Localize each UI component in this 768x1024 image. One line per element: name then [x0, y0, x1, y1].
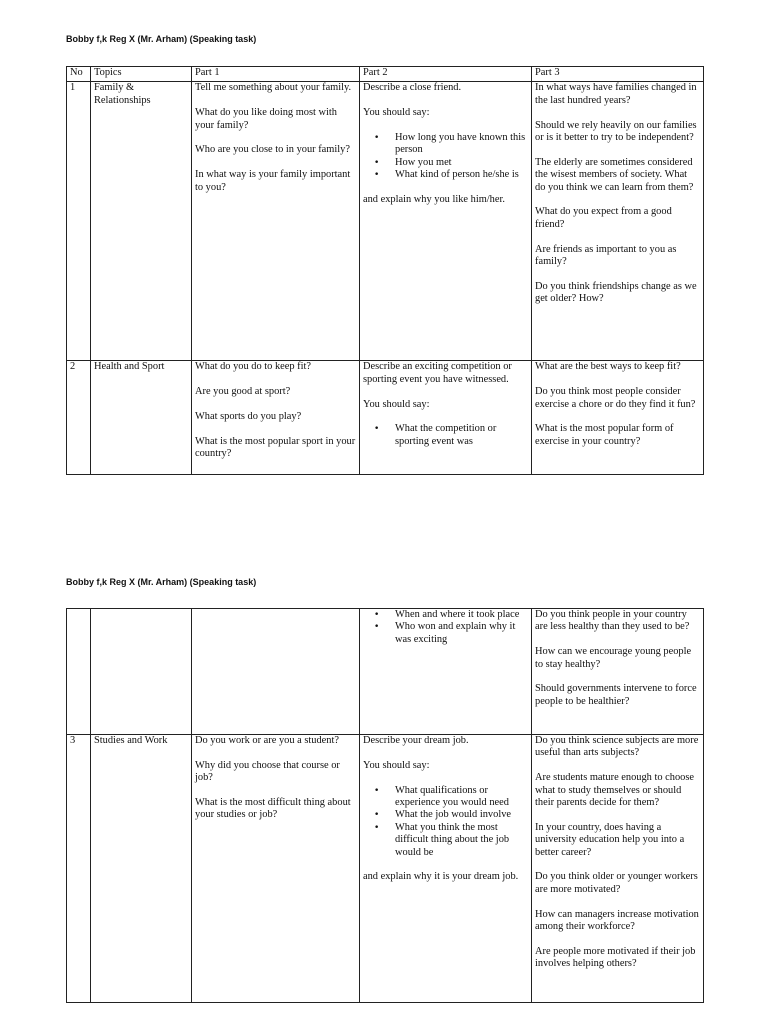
cue-bullet-list — [363, 132, 528, 182]
table-row — [67, 82, 704, 361]
cue-bullet-list — [363, 423, 528, 448]
question-text: Do you think people in your country are less healthy than they used to be? — [535, 609, 690, 633]
part2-cue-card — [360, 82, 532, 361]
question-text: What do you expect from a good friend? — [535, 206, 672, 230]
part1-questions — [192, 82, 360, 361]
question-text: What are the best ways to keep fit? — [535, 361, 681, 373]
row-topic — [91, 609, 192, 735]
cue-bullet: • What the job would involve — [395, 809, 528, 821]
question-text: Do you think friendships change as we get older? How? — [535, 280, 697, 305]
cue-bullet: • How long you have known this person — [395, 132, 528, 157]
question-text: How can we encourage young people to stay healthy? — [535, 646, 692, 670]
cue-bullet: • What kind of person he/she is — [395, 169, 528, 181]
speaking-table-page-2 — [66, 608, 704, 1003]
question-text: The elderly are sometimes considered the wisest members of society. What do you think we can learn from them? — [535, 156, 694, 193]
question-text: In what way is your family important to you? — [195, 169, 351, 193]
question-text: Do you think most people consider exercise a chore or do they find it fun? — [535, 386, 696, 410]
question-text: and explain why you like him/her. — [363, 194, 505, 206]
part3-questions — [532, 82, 704, 361]
column-header-topics: Topics — [91, 67, 192, 82]
question-text: Do you think science subjects are more useful than arts subjects? — [535, 735, 699, 759]
part3-questions — [532, 735, 704, 1003]
part2-cue-card — [360, 609, 532, 735]
table-row — [67, 361, 704, 475]
row-number: 2 — [67, 361, 91, 475]
table-row — [67, 609, 704, 735]
question-text: Are friends as important to you as family? — [535, 243, 677, 268]
question-text: You should say: — [363, 759, 430, 771]
question-text: What sports do you play? — [195, 411, 302, 422]
table-row — [67, 735, 704, 1003]
question-text: In what ways have families changed in the last hundred years? — [535, 82, 697, 106]
column-header-part2: Part 2 — [360, 67, 532, 82]
column-header-part3: Part 3 — [532, 67, 704, 82]
part3-questions — [532, 361, 704, 475]
question-text: Are students mature enough to choose what to study themselves or should their parents decide for them? — [535, 772, 694, 809]
question-text: Do you think older or younger workers are more motivated? — [535, 871, 698, 895]
question-text: You should say: — [363, 107, 430, 119]
row-number: 1 — [67, 82, 91, 361]
question-text: You should say: — [363, 398, 430, 410]
question-text: Are you good at sport? — [195, 386, 291, 398]
column-header-no: No — [67, 67, 91, 82]
part1-questions — [192, 735, 360, 1003]
page-header: Bobby f,k Reg X (Mr. Arham) (Speaking task) — [66, 577, 257, 587]
row-topic: Family & Relationships — [91, 82, 192, 361]
question-text: What is the most popular form of exercise in your country? — [535, 423, 674, 447]
question-text: Are people more motivated if their job involves helping others? — [535, 945, 696, 970]
cue-bullet: • When and where it took place — [395, 609, 528, 621]
cue-bullet-list — [363, 609, 528, 646]
row-topic: Studies and Work — [91, 735, 192, 1003]
question-text: How can managers increase motivation among their workforce? — [535, 908, 699, 933]
question-text: Tell me something about your family. — [195, 82, 352, 94]
cue-bullet-list — [363, 785, 528, 859]
question-text: Who are you close to in your family? — [195, 144, 350, 156]
question-text: In your country, does having a university education help you into a better career? — [535, 821, 685, 858]
question-text: Do you work or are you a student? — [195, 735, 339, 746]
row-number: 3 — [67, 735, 91, 1003]
part2-cue-card — [360, 361, 532, 475]
question-text: Why did you choose that course or job? — [195, 759, 340, 784]
question-text: Describe a close friend. — [363, 82, 462, 94]
question-text: What is the most difficult thing about your studies or job? — [195, 797, 351, 821]
question-text: What do you do to keep fit? — [195, 361, 311, 373]
row-topic: Health and Sport — [91, 361, 192, 475]
question-text: Should governments intervene to force people to be healthier? — [535, 683, 697, 707]
cue-bullet: • How you met — [395, 157, 528, 169]
part3-questions — [532, 609, 704, 735]
question-text: What do you like doing most with your family? — [195, 107, 337, 131]
column-header-part1: Part 1 — [192, 67, 360, 82]
question-text: What is the most popular sport in your country? — [195, 435, 356, 460]
table-header-row — [67, 67, 704, 82]
cue-bullet: • What qualifications or experience you would need — [395, 785, 528, 810]
part2-cue-card — [360, 735, 532, 1003]
cue-bullet: • Who won and explain why it was exciting — [395, 621, 528, 646]
row-number — [67, 609, 91, 735]
question-text: Should we rely heavily on our families or is it better to try to be independent? — [535, 119, 697, 144]
question-text: and explain why it is your dream job. — [363, 871, 519, 883]
question-text: Describe your dream job. — [363, 735, 469, 746]
speaking-table-page-1 — [66, 66, 704, 475]
question-text: Describe an exciting competition or sporting event you have witnessed. — [363, 361, 512, 385]
part1-questions — [192, 609, 360, 735]
cue-bullet: • What you think the most difficult thing about the job would be — [395, 822, 528, 859]
part1-questions — [192, 361, 360, 475]
cue-bullet: • What the competition or sporting event was — [395, 423, 528, 448]
page-header: Bobby f,k Reg X (Mr. Arham) (Speaking task) — [66, 34, 257, 44]
